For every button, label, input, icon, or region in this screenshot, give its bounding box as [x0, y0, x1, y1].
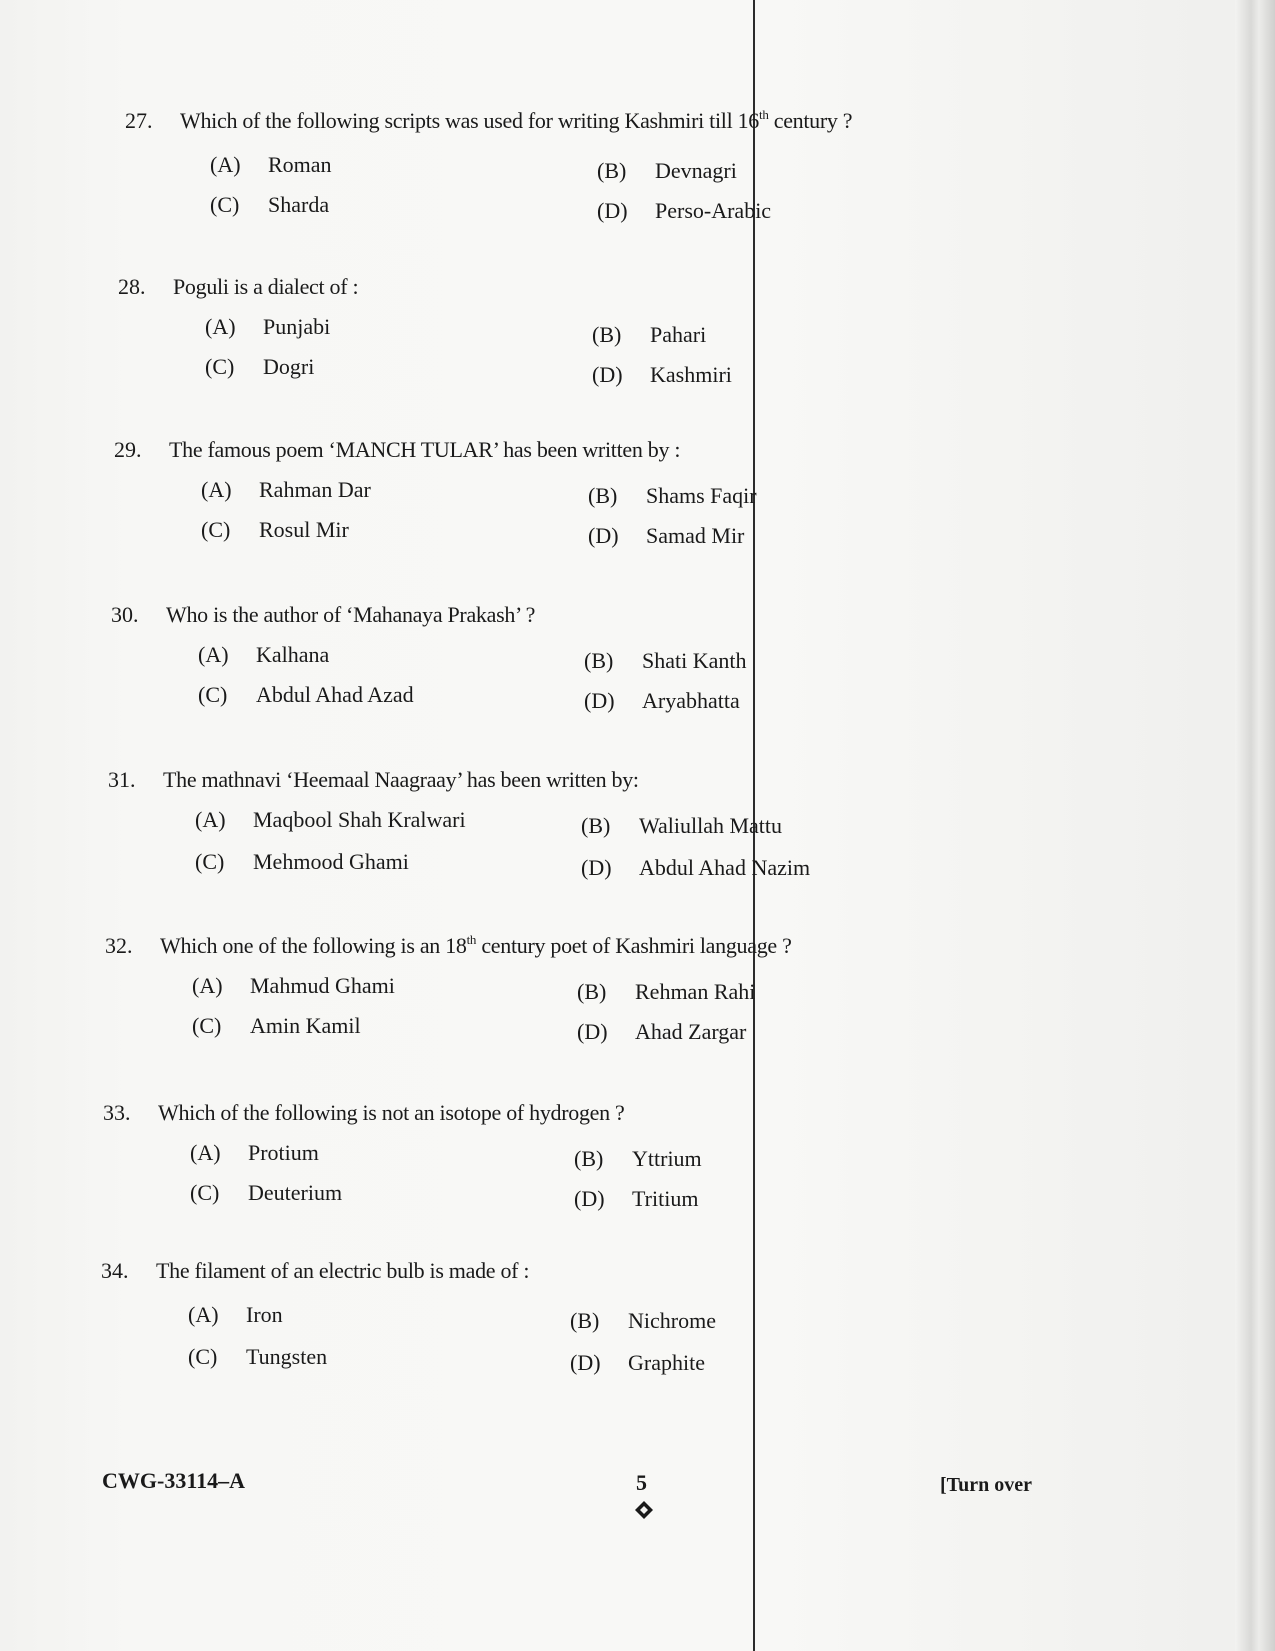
question-number: 32.: [105, 933, 133, 958]
option-label: (A): [195, 807, 226, 832]
option-text: Devnagri: [655, 158, 737, 183]
option-text: Abdul Ahad Azad: [256, 682, 414, 707]
option-label: (C): [201, 517, 231, 542]
question-text-main: Which of the following is not an isotope of hydrogen ?: [158, 1100, 625, 1125]
page-number: 5: [636, 1470, 647, 1495]
option-label: (A): [190, 1140, 221, 1165]
option-text: Tritium: [632, 1186, 699, 1211]
option-text: Pahari: [650, 322, 707, 347]
option-text: Shati Kanth: [642, 648, 747, 673]
option-text: Abdul Ahad Nazim: [639, 855, 811, 880]
option-label: (C): [190, 1180, 220, 1205]
option-text: Protium: [248, 1140, 319, 1165]
question-number: 33.: [103, 1100, 131, 1125]
option-text: Rosul Mir: [259, 517, 349, 542]
question-text-main: The mathnavi ‘Heemaal Naagraay’ has been written by:: [163, 767, 639, 792]
option-text: Kalhana: [256, 642, 330, 667]
option-label: (C): [205, 354, 235, 379]
option-label: (D): [574, 1186, 605, 1211]
question-text: [156, 1258, 529, 1284]
option-text: Aryabhatta: [642, 688, 740, 713]
option-text: Mehmood Ghami: [253, 849, 409, 874]
option-text: Sharda: [268, 192, 330, 217]
option-label: (C): [188, 1344, 218, 1369]
option-text: Dogri: [263, 354, 315, 379]
option-label: (C): [192, 1013, 222, 1038]
option-label: (C): [198, 682, 228, 707]
turn-over-label: [Turn over: [940, 1474, 1033, 1496]
option-text: Ahad Zargar: [635, 1019, 747, 1044]
option-text: Deuterium: [248, 1180, 343, 1205]
option-text: Punjabi: [263, 314, 331, 339]
question-number: 27.: [125, 108, 153, 133]
option-label: (D): [592, 362, 623, 387]
question-number: 28.: [118, 274, 146, 299]
question-text: [160, 933, 792, 959]
option-label: (B): [570, 1308, 600, 1333]
option-label: (D): [577, 1019, 608, 1044]
option-label: (B): [584, 648, 614, 673]
ordinal-superscript: th: [759, 107, 769, 122]
question-text: [166, 602, 535, 628]
paper-code: CWG-33114–A: [102, 1468, 245, 1493]
option-label: (D): [581, 855, 612, 880]
question-text: [173, 274, 358, 300]
option-label: (D): [597, 198, 628, 223]
option-label: (D): [588, 523, 619, 548]
question-text-main: Which one of the following is an 18: [160, 933, 467, 958]
question-text-tail: century ?: [768, 108, 853, 133]
question-number: 29.: [114, 437, 142, 462]
option-label: (D): [584, 688, 615, 713]
question-text: [169, 437, 680, 463]
question-number: 31.: [108, 767, 136, 792]
question-text-main: The filament of an electric bulb is made of :: [156, 1258, 530, 1283]
option-label: (C): [195, 849, 225, 874]
question-number: 30.: [111, 602, 139, 627]
option-label: (B): [597, 158, 627, 183]
option-text: Shams Faqir: [646, 483, 757, 508]
option-label: (B): [592, 322, 622, 347]
option-text: Rehman Rahi: [635, 979, 756, 1004]
ordinal-superscript: th: [466, 932, 477, 947]
option-label: (D): [570, 1350, 601, 1375]
option-label: (A): [198, 642, 229, 667]
diamond-icon: [634, 1500, 654, 1520]
option-label: (A): [192, 973, 223, 998]
option-text: Samad Mir: [646, 523, 745, 548]
option-label: (C): [210, 192, 240, 217]
option-text: Nichrome: [628, 1308, 716, 1333]
option-label: (A): [201, 477, 232, 502]
option-label: (B): [574, 1146, 604, 1171]
question-number: 34.: [101, 1258, 129, 1283]
question-text-main: Which of the following scripts was used for writing Kashmiri till 16: [180, 108, 760, 133]
option-label: (A): [210, 152, 241, 177]
question-text: [180, 108, 852, 134]
option-text: Mahmud Ghami: [250, 973, 395, 998]
option-text: Yttrium: [632, 1146, 702, 1171]
option-text: Rahman Dar: [259, 477, 371, 502]
option-text: Waliullah Mattu: [639, 813, 783, 838]
question-text: [158, 1100, 624, 1126]
option-label: (A): [188, 1302, 219, 1327]
question-text-main: Poguli is a dialect of :: [173, 274, 359, 299]
option-text: Tungsten: [246, 1344, 328, 1369]
question-text-main: Who is the author of ‘Mahanaya Prakash’ ?: [166, 602, 536, 627]
option-text: Perso-Arabic: [655, 198, 772, 223]
option-text: Amin Kamil: [250, 1013, 361, 1038]
option-text: Iron: [246, 1302, 283, 1327]
question-text-tail: century poet of Kashmiri language ?: [476, 933, 792, 958]
option-label: (A): [205, 314, 236, 339]
option-text: Roman: [268, 152, 332, 177]
option-label: (B): [588, 483, 618, 508]
option-label: (B): [577, 979, 607, 1004]
option-text: Kashmiri: [650, 362, 732, 387]
page-edge-shadow: [1235, 0, 1275, 1651]
question-text-main: The famous poem ‘MANCH TULAR’ has been written by :: [169, 437, 681, 462]
question-text: [163, 767, 639, 793]
option-text: Maqbool Shah Kralwari: [253, 807, 466, 832]
option-label: (B): [581, 813, 611, 838]
option-text: Graphite: [628, 1350, 705, 1375]
